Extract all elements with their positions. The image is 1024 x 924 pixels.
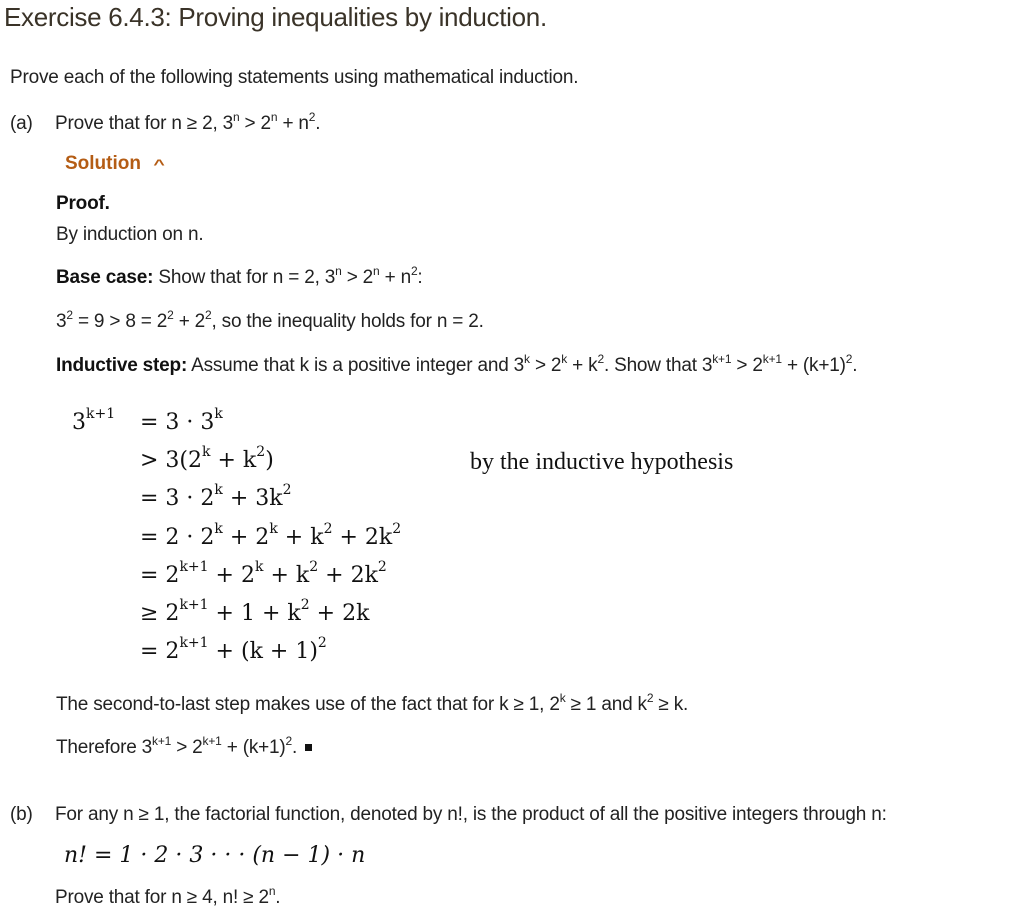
text-run: + k bbox=[210, 448, 257, 473]
superscript: 2 bbox=[597, 352, 604, 366]
superscript: k bbox=[254, 559, 264, 575]
superscript: k bbox=[214, 482, 223, 498]
superscript: 2 bbox=[377, 559, 387, 575]
superscript: k+1 bbox=[762, 352, 782, 366]
part-a-statement bbox=[55, 110, 321, 135]
superscript: 2 bbox=[167, 308, 174, 322]
superscript: k bbox=[202, 444, 211, 460]
text-run: + 2k bbox=[332, 525, 393, 550]
superscript: 2 bbox=[845, 352, 853, 366]
derivation-line bbox=[140, 406, 223, 435]
text-run: > 2 bbox=[529, 355, 562, 376]
text-run: + k bbox=[567, 355, 598, 376]
text-run: + 1 + k bbox=[208, 601, 301, 626]
superscript: 2 bbox=[392, 521, 402, 537]
base-calc bbox=[56, 308, 484, 333]
superscript: n bbox=[268, 884, 276, 898]
text-run: . bbox=[292, 737, 298, 758]
text-run: = 3 · 3 bbox=[140, 410, 215, 435]
derivation-line bbox=[140, 635, 327, 664]
superscript: k bbox=[269, 521, 278, 537]
text-run: + (k+1) bbox=[221, 737, 286, 758]
superscript: k+1 bbox=[152, 734, 172, 748]
superscript: k+1 bbox=[179, 635, 209, 651]
text-run: ≥ 2 bbox=[140, 601, 180, 626]
text-run: > 3(2 bbox=[140, 448, 203, 473]
superscript: k+1 bbox=[179, 559, 209, 575]
conclusion bbox=[56, 734, 312, 759]
text-run: Assume that k is a positive integer and 3 bbox=[187, 355, 525, 376]
superscript: 2 bbox=[300, 597, 310, 613]
part-a-label: (a) bbox=[10, 113, 33, 134]
text-run: + 2 bbox=[173, 311, 206, 332]
superscript: 2 bbox=[646, 691, 654, 705]
page-title: Exercise 6.4.3: Proving inequalities by induction. bbox=[4, 2, 547, 32]
text-run: + (k+1) bbox=[781, 355, 846, 376]
text-run: + 2 bbox=[222, 525, 270, 550]
derivation-line bbox=[140, 559, 387, 588]
text-run: + n bbox=[277, 113, 309, 134]
superscript: k+1 bbox=[202, 734, 222, 748]
text-run: , so the inequality holds for n = 2. bbox=[211, 311, 484, 332]
superscript: n bbox=[232, 110, 240, 124]
inductive-step bbox=[56, 352, 858, 377]
superscript: k bbox=[524, 352, 530, 366]
text-run: . bbox=[275, 887, 281, 908]
superscript: n bbox=[373, 264, 380, 278]
superscript: 2 bbox=[285, 734, 292, 748]
justification: by the inductive hypothesis bbox=[470, 449, 734, 475]
superscript: n bbox=[335, 264, 342, 278]
derivation-line bbox=[140, 482, 292, 511]
text-run: = 3 · 2 bbox=[140, 486, 215, 511]
base-case bbox=[56, 264, 423, 289]
text-run: Prove that for n ≥ 4, n! ≥ 2 bbox=[55, 887, 269, 908]
text-run: ≥ 1 and k bbox=[565, 694, 647, 715]
solution-toggle[interactable] bbox=[65, 153, 163, 175]
derivation-line bbox=[140, 597, 370, 626]
text-run: . bbox=[315, 113, 321, 134]
text-run: 3 bbox=[72, 410, 86, 435]
text-run: . bbox=[852, 355, 858, 376]
part-b-label: (b) bbox=[10, 804, 33, 825]
superscript: 2 bbox=[282, 482, 292, 498]
proof-heading: Proof. bbox=[56, 193, 110, 214]
text-run: = 9 > 8 = 2 bbox=[72, 311, 168, 332]
text-run: = 2 bbox=[140, 639, 180, 664]
text-run: ) bbox=[265, 448, 274, 473]
superscript: 2 bbox=[66, 308, 73, 322]
text-run: + k bbox=[263, 563, 310, 588]
text-run: = 2 · 2 bbox=[140, 525, 215, 550]
superscript: 2 bbox=[309, 559, 319, 575]
text-run: Therefore 3 bbox=[56, 737, 153, 758]
derivation-lhs bbox=[72, 406, 116, 435]
text-run: + 3k bbox=[222, 486, 283, 511]
superscript: k+1 bbox=[179, 597, 209, 613]
superscript: n bbox=[270, 110, 278, 124]
text-run: ≥ k. bbox=[653, 694, 689, 715]
superscript: 2 bbox=[317, 635, 327, 651]
part-b-statement: For any n ≥ 1, the factorial function, denoted by n!, is the product of all the positive integers through n: bbox=[55, 804, 887, 825]
solution-label: Solution bbox=[65, 153, 141, 174]
superscript: 2 bbox=[256, 444, 266, 460]
superscript: k+1 bbox=[86, 406, 116, 422]
superscript: 2 bbox=[205, 308, 212, 322]
part-b-prove bbox=[55, 884, 281, 909]
text-run: 3 bbox=[56, 311, 67, 332]
chevron-up-icon: ^ bbox=[153, 156, 165, 172]
text-run: + 2 bbox=[208, 563, 255, 588]
text-run: Prove that for n ≥ 2, 3 bbox=[55, 113, 233, 134]
text-run: + 2k bbox=[318, 563, 378, 588]
superscript: k bbox=[561, 352, 568, 366]
text-run: + k bbox=[277, 525, 324, 550]
superscript: k+1 bbox=[712, 352, 732, 366]
text-run: > 2 bbox=[171, 737, 203, 758]
superscript: 2 bbox=[323, 521, 333, 537]
note-text bbox=[56, 691, 689, 716]
superscript: k bbox=[214, 406, 223, 422]
bold-label: Inductive step: bbox=[56, 355, 188, 376]
text-run: > 2 bbox=[341, 267, 374, 288]
text-run: + 2k bbox=[309, 601, 370, 626]
by-induction-text: By induction on n. bbox=[56, 224, 204, 245]
text-run: = 2 bbox=[140, 563, 180, 588]
factorial-formula: n! = 1 · 2 · 3 · · · (n − 1) · n bbox=[64, 843, 366, 868]
derivation-line bbox=[140, 444, 274, 473]
text-run: > 2 bbox=[239, 113, 271, 134]
text-run: Show that for n = 2, 3 bbox=[153, 267, 336, 288]
intro-text: Prove each of the following statements using mathematical induction. bbox=[10, 67, 579, 88]
bold-label: Base case: bbox=[56, 267, 154, 288]
text-run: + n bbox=[379, 267, 411, 288]
superscript: 2 bbox=[308, 110, 316, 124]
text-run: : bbox=[417, 267, 423, 288]
derivation-line bbox=[140, 521, 402, 550]
text-run: + (k + 1) bbox=[208, 639, 318, 664]
text-run: The second-to-last step makes use of the fact that for k ≥ 1, 2 bbox=[56, 694, 560, 715]
text-run: > 2 bbox=[731, 355, 763, 376]
superscript: k bbox=[214, 521, 223, 537]
text-run: . Show that 3 bbox=[603, 355, 713, 376]
superscript: 2 bbox=[410, 264, 418, 278]
superscript: k bbox=[559, 691, 566, 705]
conclusion-text bbox=[56, 734, 298, 758]
qed-square-icon bbox=[305, 744, 312, 751]
